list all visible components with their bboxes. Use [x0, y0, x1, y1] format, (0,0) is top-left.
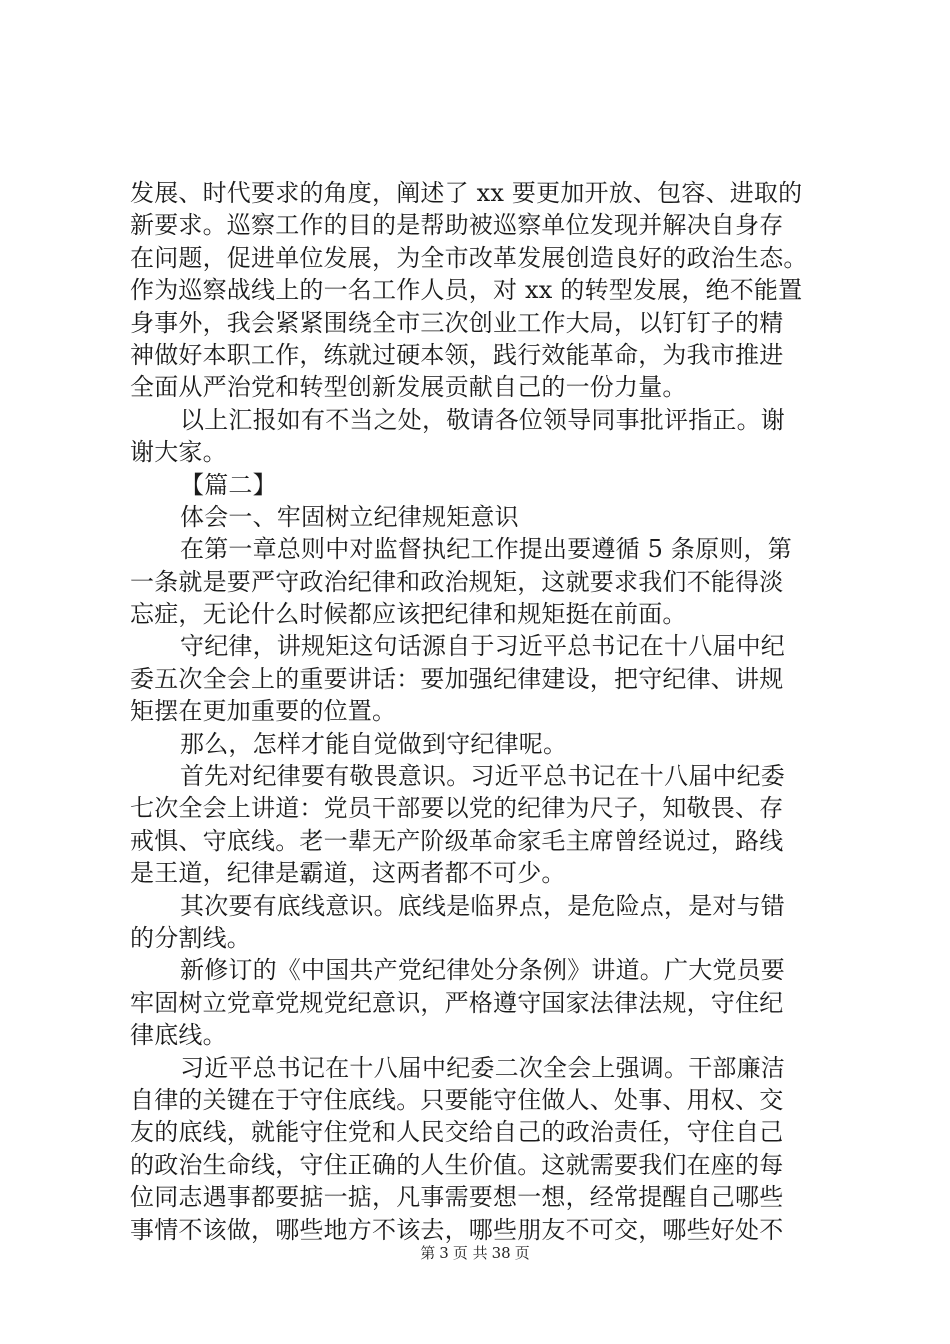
text-line: 全面从严治党和转型创新发展贡献自己的一份力量。 — [130, 373, 687, 402]
text-line: 一条就是要严守政治纪律和政治规矩，这就要求我们不能得淡 — [130, 567, 784, 596]
page-number: 3 — [439, 1244, 449, 1262]
text-line: 友的底线，就能守住党和人民交给自己的政治责任，守住自己 — [130, 1118, 784, 1147]
text-line: 自律的关键在于守住底线。只要能守住做人、处事、用权、交 — [130, 1085, 784, 1114]
text-line: 七次全会上讲道：党员干部要以党的纪律为尺子，知敬畏、存 — [130, 794, 784, 823]
text-line: 律底线。 — [130, 1021, 227, 1050]
text-line: 是王道，纪律是霸道，这两者都不可少。 — [130, 859, 566, 888]
text-line: 新修订的《中国共产党纪律处分条例》讲道。广大党员要 — [180, 956, 785, 985]
text-line: 【篇二】 — [180, 470, 277, 499]
text-line: 新要求。巡察工作的目的是帮助被巡察单位发现并解决自身存 — [130, 211, 784, 240]
text-line: 委五次全会上的重要讲话：要加强纪律建设，把守纪律、讲规 — [130, 664, 784, 693]
text-line: 在第一章总则中对监督执纪工作提出要遵循 5 条原则，第 — [180, 535, 792, 564]
text-line: 忘症，无论什么时候都应该把纪律和规矩挺在前面。 — [130, 600, 687, 629]
text-line: 其次要有底线意识。底线是临界点，是危险点，是对与错 — [180, 891, 785, 920]
text-line: 事情不该做，哪些地方不该去，哪些朋友不可交，哪些好处不 — [130, 1215, 784, 1244]
document-body — [130, 177, 840, 1246]
text-line: 体会一、牢固树立纪律规矩意识 — [180, 502, 519, 531]
text-line: 守纪律，讲规矩这句话源自于习近平总书记在十八届中纪 — [180, 632, 785, 661]
text-line: 以上汇报如有不当之处，敬请各位领导同事批评指正。谢 — [180, 405, 785, 434]
text-line: 的政治生命线，守住正确的人生价值。这就需要我们在座的每 — [130, 1150, 784, 1179]
page-prefix: 第 — [420, 1244, 436, 1262]
text-line: 神做好本职工作，练就过硬本领，践行效能革命，为我市推进 — [130, 340, 784, 369]
page-mid: 页 共 — [452, 1244, 488, 1262]
page-footer — [0, 1242, 950, 1263]
text-line: 位同志遇事都要掂一掂，凡事需要想一想，经常提醒自己哪些 — [130, 1183, 784, 1212]
text-line: 矩摆在更加重要的位置。 — [130, 697, 397, 726]
text-line: 身事外，我会紧紧围绕全市三次创业工作大局，以钉钉子的精 — [130, 308, 784, 337]
text-line: 习近平总书记在十八届中纪委二次全会上强调。干部廉洁 — [180, 1053, 785, 1082]
text-line: 谢大家。 — [130, 438, 227, 467]
text-line: 发展、时代要求的角度，阐述了 xx 要更加开放、包容、进取的 — [130, 179, 803, 207]
total-pages: 38 — [491, 1244, 511, 1262]
text-line: 戒惧、守底线。老一辈无产阶级革命家毛主席曾经说过，路线 — [130, 826, 784, 855]
text-line: 在问题，促进单位发展，为全市改革发展创造良好的政治生态。 — [130, 243, 808, 272]
text-line: 作为巡察战线上的一名工作人员，对 xx 的转型发展，绝不能置 — [130, 276, 803, 305]
text-line: 牢固树立党章党规党纪意识，严格遵守国家法律法规，守住纪 — [130, 988, 784, 1017]
text-line: 的分割线。 — [130, 923, 251, 952]
page-suffix: 页 — [514, 1244, 530, 1262]
text-line: 首先对纪律要有敬畏意识。习近平总书记在十八届中纪委 — [180, 762, 785, 791]
text-line: 那么，怎样才能自觉做到守纪律呢。 — [180, 729, 568, 758]
